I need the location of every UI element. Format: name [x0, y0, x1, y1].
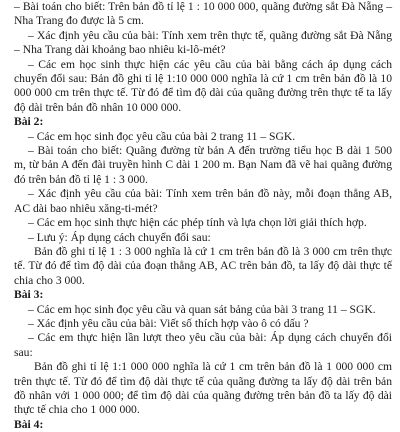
- paragraph-ex3-requirement: – Xác định yêu cầu của bài: Viết số thích hợp vào ô có dấu ?: [28, 316, 309, 330]
- paragraph-conversion-method: – Các em học sinh thực hiện các yêu cầu của bài bằng cách áp dụng cách chuyển đổi sau: Bản đồ ghi tỉ lệ 1:10 000 000 nghĩa là cứ 1 cm trên bản đồ là 10 000 000 cm trên thực tế. Từ đó để tìm độ dài của quãng đường trên thực tế ta lấy độ dài trên bản đồ nhân 10 000 000.: [14, 57, 392, 114]
- paragraph-problem-given: – Bài toán cho biết: Trên bản đồ tỉ lệ 1 : 10 000 000, quãng đường sắt Đà Nẵng – Nha Trang đo được là 5 cm.: [14, 0, 392, 28]
- heading-exercise-3: Bài 3:: [14, 288, 44, 302]
- paragraph-ex3-steps: – Các em thực hiện lần lượt theo yêu cầu của bài: Áp dụng cách chuyển đổi sau:: [14, 331, 392, 359]
- paragraph-ex2-conversion: Bản đồ ghi tỉ lệ 1 : 3 000 nghĩa là cứ 1 cm trên bản đồ là 3 000 cm trên thực tế. Từ đó để tìm độ dài của đoạn thẳng AB, AC trên bản đồ, ta lấy độ dài thực tế chia cho 3 000.: [14, 244, 392, 287]
- heading-exercise-4: Bài 4:: [14, 417, 44, 431]
- paragraph-ex3-conversion: Bản đồ ghi tỉ lệ 1:1 000 000 nghĩa là cứ 1 cm trên bản đồ là 1 000 000 cm trên thực tế. Từ đó để tìm độ dài thực tế của quãng đường ta lấy độ dài trên bản đồ nhân với 1 000 000; để tìm độ dài của quãng đường trên bản đồ ta lấy độ dài thực tế chia cho 1 000 000.: [14, 360, 392, 417]
- paragraph-ex2-requirement: – Xác định yêu cầu của bài: Tính xem trên bản đồ này, mỗi đoạn thẳng AB, AC dài bao nhiêu xăng-ti-mét?: [14, 187, 392, 215]
- paragraph-ex2-calculate: – Các em học sinh thực hiện các phép tính và lựa chọn lời giải thích hợp.: [28, 216, 367, 230]
- paragraph-ex2-note: – Lưu ý: Áp dụng cách chuyển đổi sau:: [28, 230, 211, 244]
- paragraph-problem-requirement: – Xác định yêu cầu của bài: Tính xem trên thực tế, quãng đường sắt Đà Nẵng – Nha Trang dài khoảng bao nhiêu ki-lô-mét?: [14, 28, 392, 57]
- paragraph-ex3-read: – Các em học sinh đọc yêu cầu và quan sát bảng của bài 3 trang 11 – SGK.: [28, 302, 376, 316]
- paragraph-ex2-read: – Các em học sinh đọc yêu cầu của bài 2 trang 11 – SGK.: [28, 129, 296, 143]
- paragraph-ex2-given: – Bài toán cho biết: Quãng đường từ bản A đến trường tiểu học B dài 1 500 m, từ bản A đến đài truyền hình C dài 1 200 m. Bạn Nam đã vẽ hai quãng đường đó trên bản đồ tỉ lệ 1 : 3 000.: [14, 144, 392, 186]
- heading-exercise-2: Bài 2:: [14, 115, 44, 129]
